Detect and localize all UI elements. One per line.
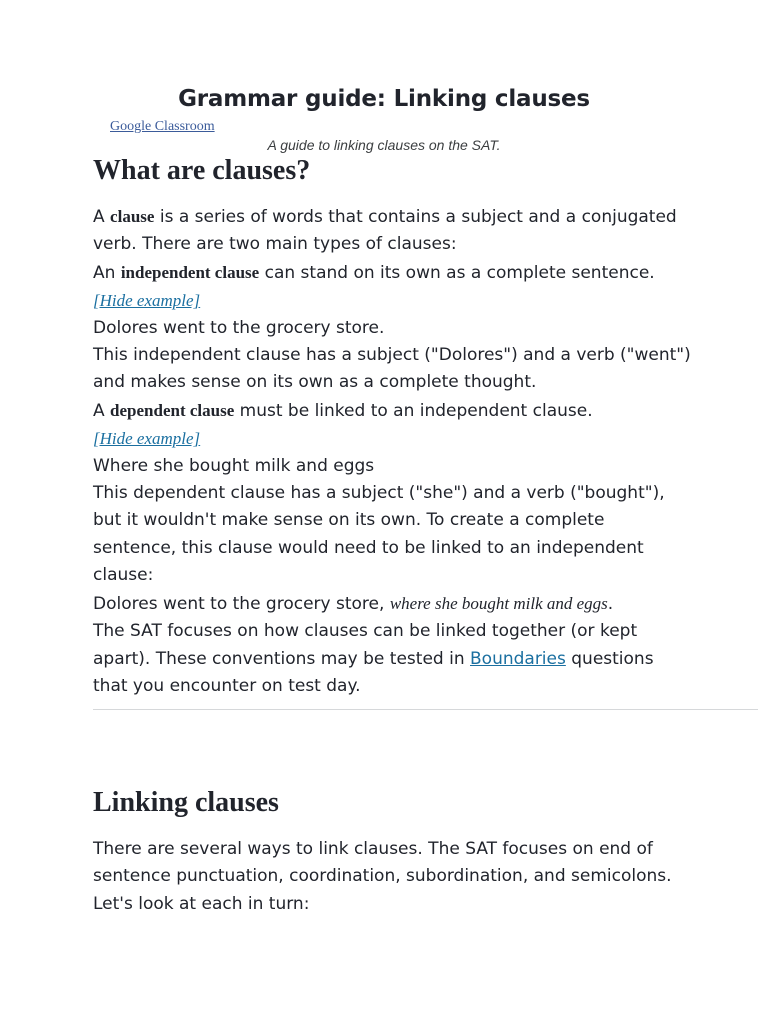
example-dependent-explanation: This dependent clause has a subject ("she") and a verb ("bought"), but it wouldn't make sense on its own. To create a complete sentence, this clause would need to be linked to an independent clause: [93,483,665,586]
term-dependent-clause: dependent clause [110,400,235,420]
dependent-clause-italic: where she bought milk and eggs [389,593,608,613]
hide-example-toggle-2[interactable]: [Hide example] [93,429,201,449]
boundaries-link[interactable]: Boundaries [470,648,566,669]
example-combined-sentence: Dolores went to the grocery store, where she bought milk and eggs. [93,593,614,614]
term-independent-clause: independent clause [120,262,260,282]
section-linking-body [93,836,693,918]
section-body [93,203,693,700]
section-what-are-clauses [93,154,693,188]
google-classroom-link[interactable]: Google Classroom [110,119,215,134]
example-dependent-clause: Where she bought milk and eggs [93,455,375,476]
section-heading-linking-clauses: Linking clauses [93,787,279,818]
linking-clauses-paragraph: There are several ways to link clauses. The SAT focuses on end of sentence punctuation, coordination, subordination, and semicolons. Let's look at each in turn: [93,839,672,914]
page-title: Grammar guide: Linking clauses [178,86,590,112]
section-divider [93,709,758,710]
page-subtitle: A guide to linking clauses on the SAT. [267,137,501,153]
clause-definition: A clause is a series of words that contains a subject and a conjugated verb. There are two main types of clauses: [93,207,677,255]
hide-example-toggle-1[interactable]: [Hide example] [93,291,201,311]
dependent-clause-definition: A dependent clause must be linked to an independent clause. [93,400,593,421]
section-heading-what-are-clauses: What are clauses? [93,155,311,186]
term-clause: clause [110,207,155,226]
section-linking-clauses [93,786,693,820]
example-independent-explanation: This independent clause has a subject ("Dolores") and a verb ("went") and makes sense on its own as a complete thought. [93,345,691,393]
example-independent-clause: Dolores went to the grocery store. [93,317,385,338]
sat-focus-paragraph: The SAT focuses on how clauses can be linked together (or kept apart). These conventions may be tested in Boundaries questions that you encounter on test day. [93,621,654,696]
independent-clause-definition: An independent clause can stand on its own as a complete sentence. [93,262,655,283]
